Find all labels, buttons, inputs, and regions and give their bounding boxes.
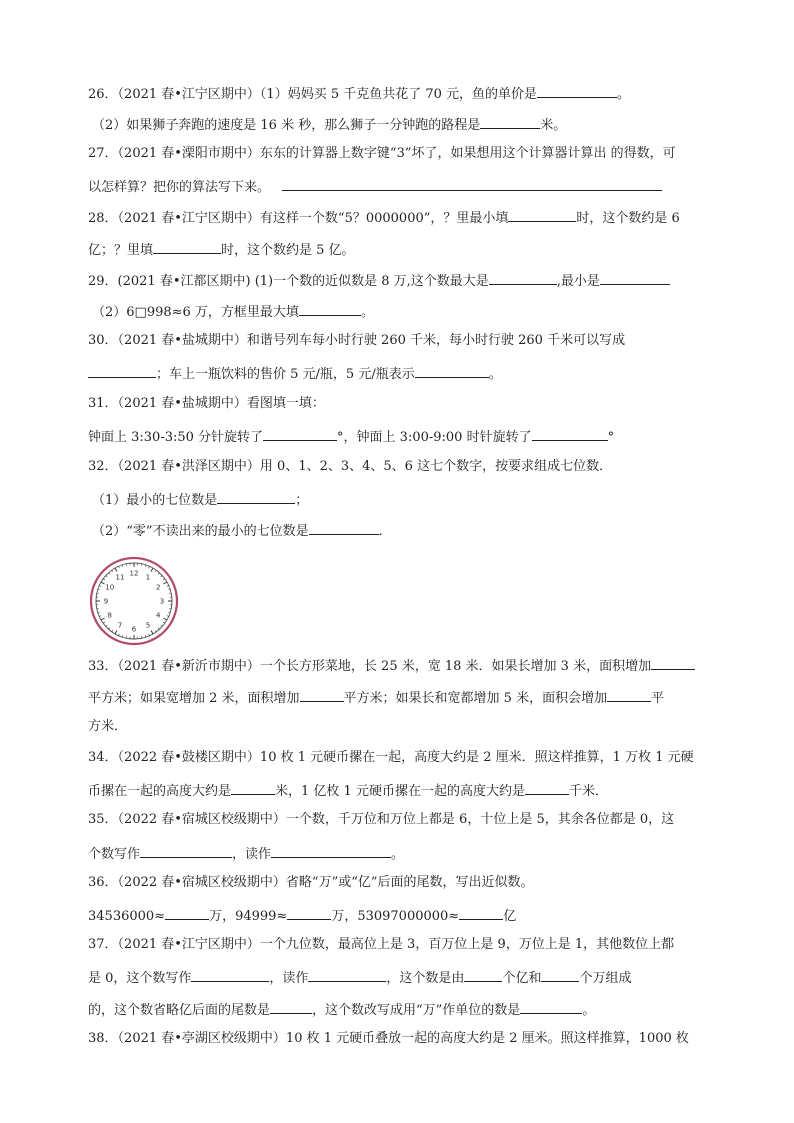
q35-text-2-mid: ，读作 xyxy=(232,847,272,862)
q37-text-2a: 是 0，这个数写作 xyxy=(88,971,192,986)
clock-tick xyxy=(163,622,165,623)
q37-answer-blank-read[interactable] xyxy=(308,968,386,982)
clock-tick xyxy=(163,582,166,584)
q32-answer-blank-2[interactable] xyxy=(309,521,379,535)
clock-number: 5 xyxy=(145,621,151,630)
q37-text-2b: ，读作 xyxy=(269,971,309,986)
q26-part2-text: （2）如果狮子奔跑的速度是 16 米 秒，那么狮子一分钟跑的路程是 xyxy=(92,118,481,133)
clock-tick xyxy=(163,579,165,580)
q36-number-1: 34536000≈ xyxy=(88,909,166,924)
q33-text: 33．（2021 春•新沂市期中）一个长方形菜地，长 25 米，宽 18 米．如果长增加 3 米，面积增加 xyxy=(88,659,652,674)
q26-part2-unit: 米。 xyxy=(540,118,567,133)
q31-text: 31．（2021 春•盐城期中）看图填一填： xyxy=(88,396,325,411)
q33-line1 xyxy=(88,656,695,675)
q33-answer-blank-1[interactable] xyxy=(651,656,695,670)
q28-answer-blank-1[interactable] xyxy=(508,208,576,222)
q37-answer-blank-write[interactable] xyxy=(191,968,269,982)
q34-text-2-end: 千米． xyxy=(568,784,608,799)
q26-line1 xyxy=(88,84,630,103)
q37-answer-blank-yi[interactable] xyxy=(464,968,502,982)
q26-line2 xyxy=(92,115,566,134)
q29-text-mid: ,最小是 xyxy=(556,274,600,289)
q32-line3 xyxy=(92,521,392,540)
q29-answer-blank-min[interactable] xyxy=(600,271,670,285)
q29-line1 xyxy=(88,271,670,290)
q36-line1 xyxy=(88,875,534,891)
q29-answer-blank-max[interactable] xyxy=(489,271,557,285)
clock-tick xyxy=(151,568,153,571)
q28-text-end: 时，这个数约是 5 亿。 xyxy=(221,243,355,258)
clock-tick xyxy=(161,625,162,626)
clock-tick xyxy=(167,586,169,587)
q32-text-3-end: ． xyxy=(378,524,392,539)
clock-number: 7 xyxy=(117,621,123,630)
q28-text-2: 亿；？里填 xyxy=(88,243,154,258)
q33-text-2-mid: 平方米；如果长和宽都增加 5 米，面积会增加 xyxy=(343,691,608,706)
q37-text-3a: 的，这个数省略亿后面的尾数是 xyxy=(88,1003,271,1018)
q33-answer-blank-2[interactable] xyxy=(300,688,344,702)
q32-line1 xyxy=(88,459,612,475)
clock-numbers xyxy=(104,570,164,634)
clock-number: 11 xyxy=(115,573,125,582)
clock-tick xyxy=(158,628,159,629)
q27-line2 xyxy=(88,177,662,196)
clock-tick xyxy=(112,570,113,572)
q27-text: 27．（2021 春•溧阳市期中）东东的计算器上数字键“3”坏了，如果想用这个计算器计算出 的得数，可 xyxy=(88,146,676,161)
q35-text-2-end: 。 xyxy=(391,847,405,862)
clock-tick xyxy=(99,616,101,617)
clock-tick xyxy=(149,566,150,568)
q32-line2 xyxy=(92,490,308,509)
q35-line1 xyxy=(88,812,674,828)
q36-unit-end: 亿 xyxy=(503,909,517,924)
q31-line1 xyxy=(88,396,325,412)
clock-number: 10 xyxy=(105,583,115,592)
clock-tick xyxy=(151,630,153,633)
q35-text-2: 个数写作 xyxy=(88,847,141,862)
clock-tick xyxy=(115,568,117,571)
q33-line3 xyxy=(88,719,127,735)
clock-tick xyxy=(106,625,107,626)
q32-answer-blank-1[interactable] xyxy=(217,490,295,504)
q33-text-3: 方米． xyxy=(88,719,128,734)
q29-answer-blank-digit[interactable] xyxy=(299,302,361,316)
q35-text: 35．（2022 春•宿城区校级期中）一个数，千万位和万位上都是 6，十位上是 5，其余各位都是 0，这 xyxy=(88,812,675,827)
q35-line2 xyxy=(88,844,404,863)
q31-text-2: 钟面上 3:30-3:50 分针旋转了 xyxy=(88,430,264,445)
q37-text: 37．（2021 春•江宁区期中）一个九位数，最高位上是 3，百万位上是 9，万位上是 1，其他数位上都 xyxy=(88,937,675,952)
q30-text-2: ；车上一瓶饮料的售价 5 元/瓶，5 元/瓶表示 xyxy=(156,367,415,382)
clock-tick xyxy=(119,634,120,636)
q27-text-2: 以怎样算？把你的算法写下来。 xyxy=(88,180,271,195)
clock-tick xyxy=(115,630,117,633)
q30-text: 30．（2021 春•盐城期中）和谐号列车每小时行驶 260 千米，每小时行驶 260 千米可以写成 xyxy=(88,333,626,348)
q32-text-2-end: ； xyxy=(295,493,309,508)
clock-tick xyxy=(103,622,105,623)
q31-answer-blank-2[interactable] xyxy=(532,427,608,441)
q29-text: 29．(2021 春•江都区期中) (1)一个数的近似数是 8 万,这个数最大是 xyxy=(88,274,489,289)
clock-tick xyxy=(167,616,169,617)
q34-line1 xyxy=(88,750,694,766)
q37-answer-blank-approx[interactable] xyxy=(270,1000,312,1014)
q37-answer-blank-wan-unit[interactable] xyxy=(520,1000,582,1014)
q34-text: 34．（2022 春•鼓楼区期中）10 枚 1 元硬币摞在一起，高度大约是 2 厘米．照这样推算，1 万枚 1 元硬 xyxy=(88,750,694,765)
q34-text-2-mid: 米，1 亿枚 1 元硬币摞在一起的高度大约是 xyxy=(275,784,525,799)
clock-number: 4 xyxy=(156,611,161,620)
clock-number: 6 xyxy=(131,625,137,634)
q34-text-2: 币摞在一起的高度大约是 xyxy=(88,784,232,799)
clock-tick xyxy=(163,618,166,620)
q34-answer-blank-1[interactable] xyxy=(231,781,275,795)
q31-line2 xyxy=(88,427,614,446)
q37-text-2c: ，这个数是由 xyxy=(386,971,465,986)
q34-line2 xyxy=(88,781,608,800)
clock-tick xyxy=(109,573,110,574)
clock-tick xyxy=(101,582,104,584)
q37-line2 xyxy=(88,968,631,987)
q31-degree: ° xyxy=(607,430,615,445)
q33-text-2: 平方米；如果宽增加 2 米，面积增加 xyxy=(88,691,300,706)
q30-text-end: 。 xyxy=(488,367,502,382)
q36-text: 36．（2022 春•宿城区校级期中）省略“万”或“亿”后面的尾数，写出近似数。 xyxy=(88,875,534,890)
q33-answer-blank-3[interactable] xyxy=(607,688,651,702)
clock-tick xyxy=(161,576,162,577)
q31-answer-blank-1[interactable] xyxy=(263,427,337,441)
q32-text-2: （1）最小的七位数是 xyxy=(92,493,218,508)
clock-number: 1 xyxy=(145,573,151,582)
q26-text: 26．（2021 春•江宁区期中）（1）妈妈买 5 千克鱼共花了 70 元，鱼的单价是 xyxy=(88,87,538,102)
q37-text-3c: 。 xyxy=(582,1003,596,1018)
q32-text: 32．（2021 春•洪泽区期中）用 0、1、2、3、4、5、6 这七个数字，按要求组成七位数． xyxy=(88,459,613,474)
q28-text-mid: 时，这个数约是 6 xyxy=(576,211,680,226)
clock-number: 12 xyxy=(129,569,139,578)
q30-line1 xyxy=(88,333,625,349)
q37-text-2e: 个万组成 xyxy=(579,971,632,986)
q28-answer-blank-2[interactable] xyxy=(153,240,221,254)
q33-line2 xyxy=(88,688,664,707)
q26-text-end: 。 xyxy=(617,87,631,102)
q37-answer-blank-wan[interactable] xyxy=(541,968,579,982)
clock-tick xyxy=(155,630,156,632)
q37-text-2d: 个亿和 xyxy=(502,971,542,986)
q30-answer-blank-1[interactable] xyxy=(88,364,156,378)
q38-line1 xyxy=(88,1031,689,1047)
q36-number-2: 万，94999≈ xyxy=(209,909,288,924)
q36-number-3: 万，53097000000≈ xyxy=(331,909,460,924)
clock-face-image xyxy=(88,555,180,647)
clock-tick xyxy=(119,566,120,568)
clock-tick xyxy=(99,586,101,587)
clock-tick xyxy=(101,618,104,620)
clock-tick xyxy=(103,579,105,580)
q36-answer-blank-2[interactable] xyxy=(287,906,331,920)
q36-answer-blank-3[interactable] xyxy=(459,906,503,920)
clock-number: 8 xyxy=(107,611,112,620)
clock-number: 3 xyxy=(159,597,165,606)
q37-line3 xyxy=(88,1000,595,1019)
q37-text-3b: ，这个数改写成用“万”作单位的数是 xyxy=(312,1003,521,1018)
q29-text-end: 。 xyxy=(360,305,374,320)
q33-text-2-end: 平 xyxy=(651,691,665,706)
q28-text: 28．（2021 春•江宁区期中）有这样一个数“5？0000000”，？里最小填 xyxy=(88,211,509,226)
clock-tick xyxy=(109,628,110,629)
clock-tick xyxy=(155,570,156,572)
q30-line2 xyxy=(88,364,502,383)
q26-answer-blank-1[interactable] xyxy=(537,84,617,98)
q31-text-mid: °，钟面上 3:00-9:00 时针旋转了 xyxy=(337,430,532,445)
q29-text-2: （2）6□998≈6 万，方框里最大填 xyxy=(92,305,299,320)
clock-number: 9 xyxy=(103,597,109,606)
q29-line2 xyxy=(92,302,374,321)
q27-answer-blank[interactable] xyxy=(282,177,662,191)
q32-text-3: （2）“零”不读出来的最小的七位数是 xyxy=(92,524,309,539)
q37-line1 xyxy=(88,937,674,953)
clock-number: 2 xyxy=(156,583,161,592)
q35-answer-blank-read[interactable] xyxy=(271,844,391,858)
clock-tick xyxy=(149,634,150,636)
q36-line2 xyxy=(88,906,516,925)
clock-tick xyxy=(106,576,107,577)
q30-answer-blank-2[interactable] xyxy=(415,364,489,378)
q35-answer-blank-write[interactable] xyxy=(140,844,232,858)
q27-line1 xyxy=(88,146,676,162)
q26-answer-blank-2[interactable] xyxy=(480,115,540,129)
q28-line2 xyxy=(88,240,355,259)
q28-line1 xyxy=(88,208,680,227)
q38-text: 38．（2021 春•亭湖区校级期中）10 枚 1 元硬币叠放一起的高度大约是 2 厘米。照这样推算，1000 枚 xyxy=(88,1031,689,1046)
q34-answer-blank-2[interactable] xyxy=(525,781,569,795)
clock-tick xyxy=(158,573,159,574)
clock-tick xyxy=(112,630,113,632)
q36-answer-blank-1[interactable] xyxy=(165,906,209,920)
